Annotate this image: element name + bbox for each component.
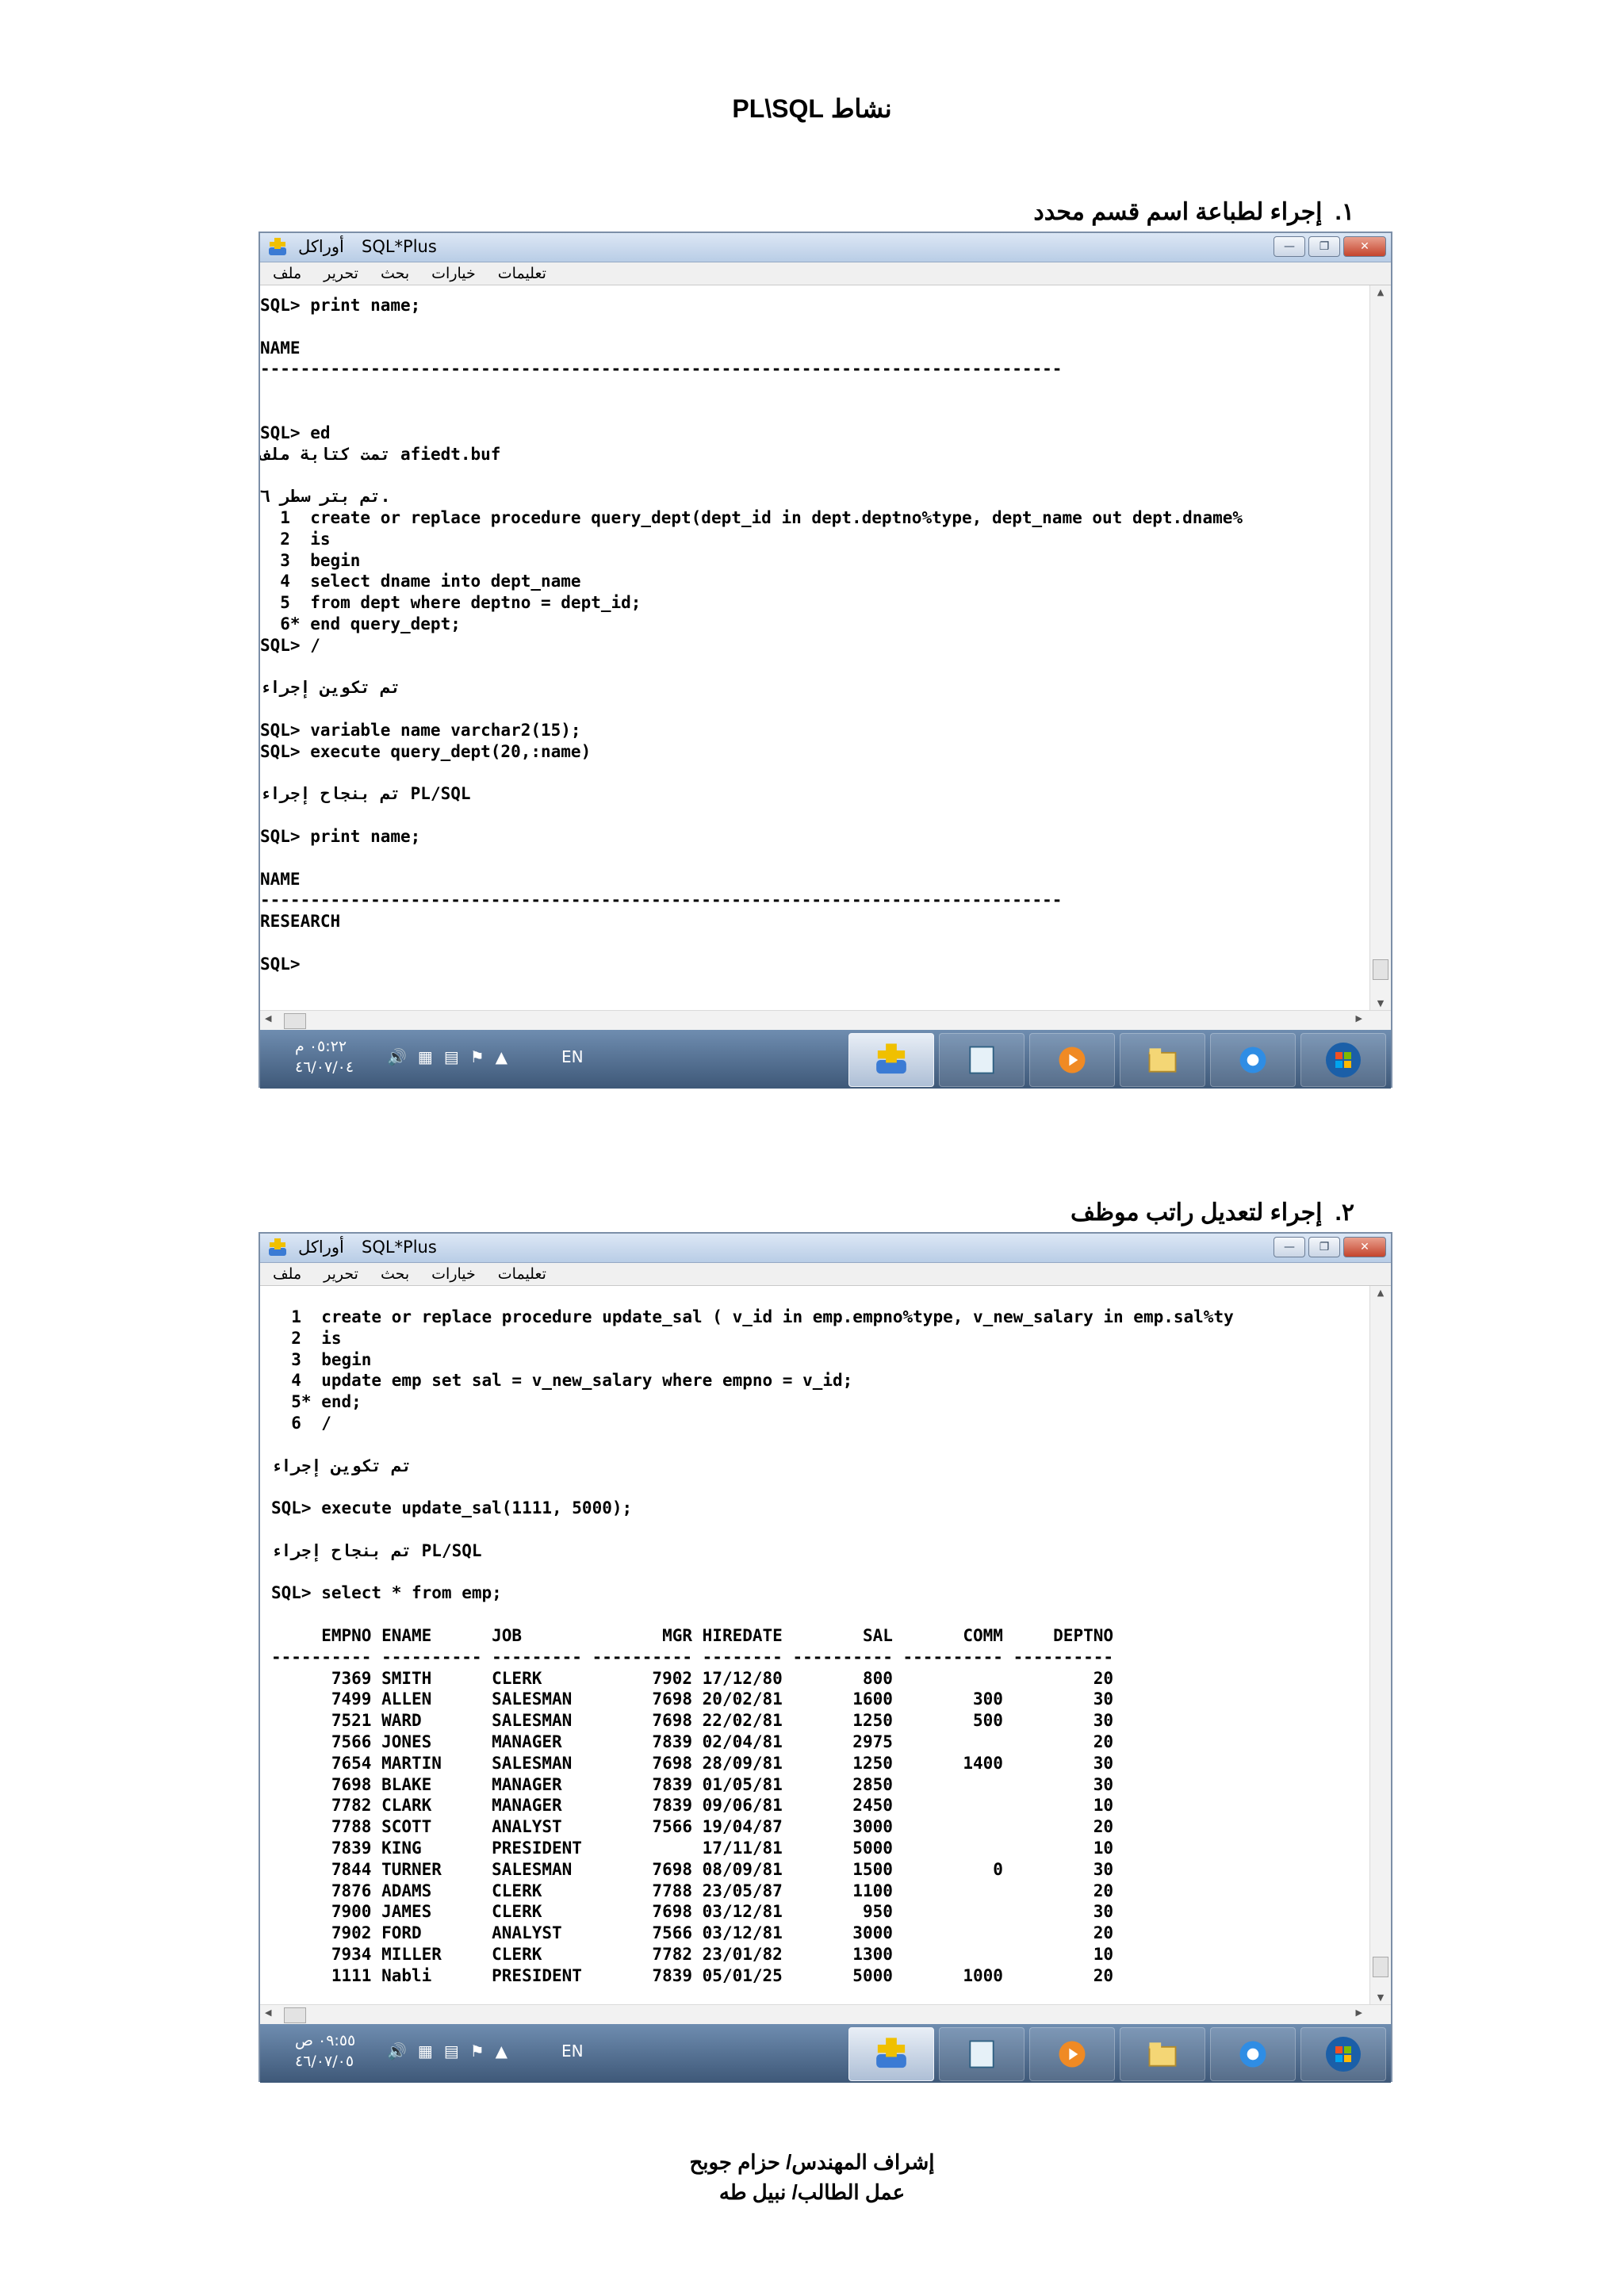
notes-taskbar-icon[interactable] (939, 2027, 1025, 2081)
console-line: 3 begin (271, 1349, 372, 1369)
oracle-taskbar-icon[interactable] (848, 2027, 934, 2081)
console-line: 7934 MILLER CLERK 7782 23/01/82 1300 10 (271, 1944, 1114, 1964)
section2-number: ٢. (1335, 1200, 1354, 1226)
browser-icon[interactable] (1210, 1033, 1296, 1087)
console-line: 7369 SMITH CLERK 7902 17/12/80 800 20 (271, 1668, 1114, 1688)
maximize-button[interactable]: ❐ (1308, 236, 1340, 257)
scroll-right-icon[interactable]: ▶ (1355, 1013, 1362, 1024)
oracle-taskbar-icon[interactable] (848, 1033, 934, 1087)
console-line: SQL> ed (260, 423, 331, 442)
hscroll-thumb[interactable] (284, 1013, 306, 1029)
console-line: 3 begin (260, 550, 361, 570)
console-text (260, 285, 1391, 975)
scroll-thumb[interactable] (1373, 1957, 1388, 1977)
console-line: SQL> execute update_sal(1111, 5000); (271, 1498, 633, 1518)
console-line (260, 848, 1391, 869)
console-output[interactable] (260, 1286, 1391, 2004)
console-line (260, 932, 1391, 954)
volume-icon[interactable]: 🔊 (387, 1047, 407, 1066)
window-titlebar (260, 233, 1391, 262)
minimize-button[interactable]: — (1274, 236, 1305, 257)
page-title: نشاط PL\SQL (732, 94, 892, 123)
hscroll-thumb[interactable] (284, 2007, 306, 2023)
scroll-down-icon[interactable]: ▼ (1377, 1992, 1385, 2003)
console-line: 7788 SCOTT ANALYST 7566 19/04/87 3000 20 (271, 1817, 1114, 1837)
taskbar (260, 2024, 1391, 2083)
menu-search[interactable]: بحث (380, 1265, 410, 1283)
console-line: تم بنجاح إجراء PL/SQL (260, 784, 471, 804)
console-line: 7521 WARD SALESMAN 7698 22/02/81 1250 500 30 (271, 1711, 1114, 1731)
footer-student: عمل الطالب/ نبيل طه (718, 2180, 906, 2204)
console-line: 6* end query_dept; (260, 614, 461, 633)
console-line: 7698 BLAKE MANAGER 7839 01/05/81 2850 30 (271, 1774, 1114, 1794)
menu-help[interactable]: تعليمات (497, 265, 546, 282)
console-line: تم تكوين إجراء (271, 1456, 412, 1475)
console-line: 5 from dept where deptno = dept_id; (260, 593, 642, 613)
console-line (271, 1562, 1391, 1583)
console-line: 7844 TURNER SALESMAN 7698 08/09/81 1500 0 30 (271, 1859, 1114, 1879)
taskbar-clock[interactable] (295, 1036, 354, 1077)
tray-expand-icon[interactable]: ▲ (495, 1047, 508, 1066)
console-line: 7654 MARTIN SALESMAN 7698 28/09/81 1250 1400 30 (271, 1753, 1114, 1773)
media-player-icon[interactable] (1029, 1033, 1115, 1087)
clock-date: ٤٦/٠٧/٠٥ (295, 2053, 354, 2070)
scroll-down-icon[interactable]: ▼ (1377, 998, 1385, 1008)
minimize-button[interactable]: — (1274, 1237, 1305, 1257)
console-line: 7902 FORD ANALYST 7566 03/12/81 3000 20 (271, 1923, 1114, 1943)
scroll-right-icon[interactable]: ▶ (1355, 2007, 1362, 2018)
section1-number: ١. (1335, 199, 1354, 225)
horizontal-scrollbar[interactable] (260, 1010, 1391, 1030)
console-line: -------------------------------------------------------------------------------- (260, 359, 1063, 379)
console-line: 6 / (271, 1413, 331, 1433)
start-button-icon[interactable] (1300, 2027, 1386, 2081)
folder-icon[interactable] (1120, 2027, 1205, 2081)
console-line (271, 1604, 1391, 1625)
console-line: 4 update emp set sal = v_new_salary where empno = v_id; (271, 1371, 853, 1391)
console-line: 7900 JAMES CLERK 7698 03/12/81 950 30 (271, 1902, 1114, 1922)
browser-icon[interactable] (1210, 2027, 1296, 2081)
window-title-ar: أوراكل (298, 1238, 344, 1257)
sqlplus-window-1 (259, 232, 1392, 1088)
maximize-button[interactable]: ❐ (1308, 1237, 1340, 1257)
menu-edit[interactable]: تحرير (324, 1265, 358, 1283)
network-icon[interactable]: ▦ (417, 2042, 433, 2061)
console-line: تم بتر سطر ٦. (260, 487, 391, 507)
section2-heading (1071, 1199, 1354, 1226)
console-line: SQL> select * from emp; (271, 1583, 502, 1603)
section1-title: إجراء لطباعة اسم قسم محدد (1033, 199, 1323, 225)
system-tray (387, 2042, 508, 2061)
menu-options[interactable]: خيارات (431, 1265, 476, 1283)
window-title-en: SQL*Plus (362, 1238, 437, 1257)
console-line (260, 698, 1391, 720)
console-line: SQL> print name; (260, 296, 421, 315)
taskbar-clock[interactable] (295, 2030, 355, 2072)
console-line: SQL> print name; (260, 826, 421, 846)
section2-title: إجراء لتعديل راتب موظف (1071, 1200, 1323, 1226)
console-line: NAME (260, 869, 301, 889)
console-line: ---------- ---------- --------- ---------- -------- ---------- ---------- ---------- (271, 1647, 1114, 1667)
console-line: 1 create or replace procedure query_dept(dept_id in dept.deptno%type, dept_name out dept.dname% (260, 507, 1243, 527)
tray-expand-icon[interactable]: ▲ (495, 2042, 508, 2061)
menu-options[interactable]: خيارات (431, 265, 476, 282)
clock-time: ٠٥:٢٢ م (295, 1038, 347, 1055)
vertical-scrollbar[interactable] (1369, 1286, 1391, 2004)
console-line (260, 316, 1391, 338)
console-line: SQL> (260, 954, 301, 974)
media-player-icon[interactable] (1029, 2027, 1115, 2081)
horizontal-scrollbar[interactable] (260, 2004, 1391, 2024)
menu-file[interactable]: ملف (273, 1265, 302, 1283)
scroll-up-icon[interactable]: ▲ (1377, 287, 1385, 297)
console-line (260, 401, 1391, 423)
menu-edit[interactable]: تحرير (324, 265, 358, 282)
power-icon[interactable]: ▤ (443, 2042, 459, 2061)
start-button-icon[interactable] (1300, 1033, 1386, 1087)
window-titlebar (260, 1234, 1391, 1263)
clock-time: ٠٩:٥٥ ص (295, 2032, 356, 2049)
flag-icon[interactable]: ⚑ (469, 2042, 485, 2061)
console-line: -------------------------------------------------------------------------------- (260, 890, 1063, 910)
oracle-app-icon (266, 1237, 289, 1259)
console-line (260, 763, 1391, 784)
system-tray (387, 1047, 508, 1066)
console-line: تمت كتابة ملف afiedt.buf (260, 444, 501, 464)
console-output[interactable] (260, 285, 1391, 1010)
console-line: RESEARCH (260, 912, 341, 932)
scroll-up-icon[interactable]: ▲ (1377, 1288, 1385, 1298)
console-line: NAME (260, 338, 301, 358)
scroll-thumb[interactable] (1373, 959, 1388, 980)
language-indicator[interactable]: EN (561, 2042, 584, 2061)
console-line (260, 465, 1391, 486)
taskbar-apps (848, 2027, 1386, 2081)
close-button[interactable]: ✕ (1343, 236, 1386, 257)
volume-icon[interactable]: 🔊 (387, 2042, 407, 2061)
console-line: 4 select dname into dept_name (260, 572, 581, 591)
menu-search[interactable]: بحث (380, 265, 410, 282)
scroll-left-icon[interactable]: ◀ (265, 2007, 272, 2018)
console-line: 7499 ALLEN SALESMAN 7698 20/02/81 1600 300 30 (271, 1689, 1114, 1709)
console-line (260, 380, 1391, 401)
folder-icon[interactable] (1120, 1033, 1205, 1087)
menu-file[interactable]: ملف (273, 265, 302, 282)
notes-taskbar-icon[interactable] (939, 1033, 1025, 1087)
footer-supervisor: إشراف المهندس/ حزام جوبح (689, 2150, 935, 2174)
power-icon[interactable]: ▤ (443, 1047, 459, 1066)
console-line (271, 1434, 1391, 1456)
console-line (260, 656, 1391, 678)
language-indicator[interactable]: EN (561, 1047, 584, 1066)
oracle-app-icon (266, 236, 289, 258)
console-line (271, 1519, 1391, 1540)
console-line (260, 805, 1391, 826)
window-title-ar: أوراكل (298, 237, 344, 256)
console-line: SQL> variable name varchar2(15); (260, 720, 581, 740)
close-button[interactable]: ✕ (1343, 1237, 1386, 1257)
network-icon[interactable]: ▦ (417, 1047, 433, 1066)
console-line: SQL> / (260, 635, 320, 655)
menu-bar (260, 262, 1391, 285)
scroll-left-icon[interactable]: ◀ (265, 1013, 272, 1024)
console-line: 7566 JONES MANAGER 7839 02/04/81 2975 20 (271, 1732, 1114, 1751)
menu-help[interactable]: تعليمات (497, 1265, 546, 1283)
window-title-en: SQL*Plus (362, 237, 437, 256)
console-line: تم بنجاح إجراء PL/SQL (271, 1540, 482, 1560)
console-line: 2 is (271, 1328, 342, 1348)
sqlplus-window-2 (259, 1232, 1392, 2082)
vertical-scrollbar[interactable] (1369, 285, 1391, 1010)
flag-icon[interactable]: ⚑ (469, 1047, 485, 1066)
console-line: 1 create or replace procedure update_sal ( v_id in emp.empno%type, v_new_salary in emp.sal%ty (271, 1307, 1234, 1326)
menu-bar (260, 1263, 1391, 1286)
console-line: 7782 CLARK MANAGER 7839 09/06/81 2450 10 (271, 1796, 1114, 1816)
clock-date: ٤٦/٠٧/٠٤ (295, 1058, 354, 1076)
console-line (271, 1476, 1391, 1498)
taskbar (260, 1030, 1391, 1089)
console-line: تم تكوين إجراء (260, 678, 401, 698)
console-line: 1111 Nabli PRESIDENT 7839 05/01/25 5000 1000 20 (271, 1965, 1114, 1985)
console-line: 7876 ADAMS CLERK 7788 23/05/87 1100 20 (271, 1881, 1114, 1900)
console-line: SQL> execute query_dept(20,:name) (260, 741, 592, 761)
console-line: 7839 KING PRESIDENT 17/11/81 5000 10 (271, 1838, 1114, 1858)
taskbar-apps (848, 1033, 1386, 1087)
console-text (260, 1286, 1391, 1987)
console-line: 5* end; (271, 1392, 362, 1412)
section1-heading (1033, 198, 1354, 226)
console-line: 2 is (260, 529, 331, 549)
console-line: EMPNO ENAME JOB MGR HIREDATE SAL COMM DEPTNO (271, 1625, 1114, 1645)
